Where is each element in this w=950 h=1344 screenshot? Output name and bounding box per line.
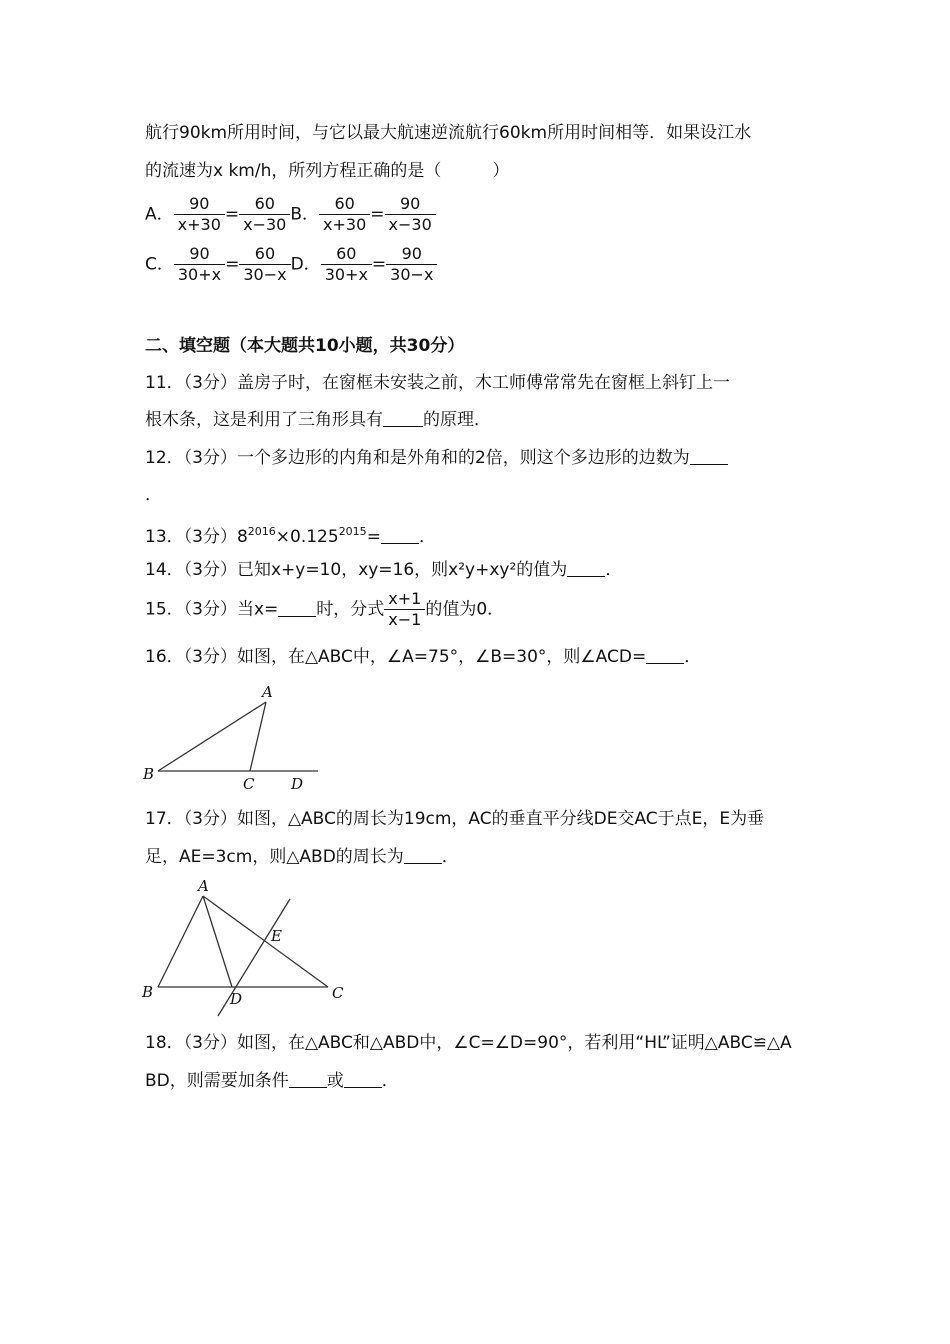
question-11-line2: 根木条，这是利用了三角形具有 的原理．	[145, 410, 491, 430]
option-b-fraction-1: $\frac{60}{x+30}$	[319, 194, 370, 235]
option-d-fraction-2: $\frac{90}{30-x}$	[386, 244, 437, 285]
answer-blank	[646, 647, 684, 664]
answer-blank	[381, 527, 419, 544]
label-C: C	[243, 775, 255, 793]
question-11-line1: 11．（3分）盖房子时，在窗框未安装之前，木工师傅常常先在窗框上斜钉上一	[145, 373, 730, 393]
question-17-line1: 17．（3分）如图，△ABC的周长为19cm，AC的垂直平分线DE交AC于点E，E为垂	[145, 809, 765, 829]
answer-blank	[278, 600, 316, 617]
question-18-line2: BD，则需要加条件 或 ．	[145, 1071, 399, 1091]
question-15-fraction: $\frac{x+1}{x-1}$	[384, 589, 425, 630]
question-10-text-line1: 航行90km所用时间，与它以最大航速逆流航行60km所用时间相等．如果设江水	[145, 123, 752, 143]
answer-blank	[567, 560, 605, 577]
label-B: B	[142, 983, 154, 1001]
answer-blank	[289, 1071, 327, 1088]
option-d-fraction-1: $\frac{60}{30+x}$	[321, 244, 372, 285]
option-b-label: B．	[290, 204, 320, 225]
label-C: C	[332, 984, 344, 1002]
option-a-fraction-1: $\frac{90}{x+30}$	[174, 194, 225, 235]
option-b-fraction-2: $\frac{90}{x-30}$	[385, 194, 436, 235]
question-18-line1: 18．（3分）如图，在△ABC和△ABD中，∠C=∠D=90°，若利用“HL”证明△ABC≌△A	[145, 1033, 792, 1053]
question-17-line2: 足，AE=3cm，则△ABD的周长为 ．	[145, 847, 459, 867]
equals-sign: =	[224, 204, 240, 225]
option-d-label: D．	[290, 254, 321, 275]
option-c-label: C．	[145, 254, 174, 275]
label-D: D	[291, 775, 304, 793]
question-16: 16．（3分）如图，在△ABC中，∠A=75°，∠B=30°，则∠ACD= ．	[145, 647, 702, 667]
equals-sign: =	[371, 254, 387, 275]
question-12-line2: ．	[145, 485, 162, 505]
answer-blank	[344, 1071, 382, 1088]
option-c-fraction-1: $\frac{90}{30+x}$	[174, 244, 225, 285]
question-15: 15．（3分）当x= 时，分式 $\frac{x+1}{x-1}$ 的值为0．	[145, 589, 505, 629]
label-A: A	[262, 683, 273, 701]
label-B: B	[143, 765, 155, 783]
option-a-fraction-2: $\frac{60}{x-30}$	[239, 194, 290, 235]
option-a-label: A．	[145, 204, 174, 225]
figure-16-triangle	[138, 680, 338, 795]
question-12-line1: 12．（3分）一个多边形的内角和是外角和的2倍，则这个多边形的边数为	[145, 448, 728, 468]
option-row-cd	[145, 244, 437, 285]
figure-17-triangle	[138, 874, 358, 1024]
option-row-ab	[145, 194, 436, 235]
equals-sign: =	[225, 254, 240, 275]
option-c-fraction-2: $\frac{60}{30-x}$	[239, 244, 290, 285]
question-14: 14．（3分）已知x+y=10，xy=16，则x²y+xy²的值为 ．	[145, 560, 623, 580]
label-D: D	[230, 990, 243, 1008]
question-10-text-line2: 的流速为x km/h，所列方程正确的是（ ）	[145, 161, 510, 181]
answer-blank	[383, 410, 423, 427]
answer-blank	[404, 847, 442, 864]
section-2-title: 二、填空题（本大题共10小题，共30分）	[145, 336, 465, 356]
question-13: 13．（3分）$8^{2016}\times 0.125^{2015}=$ ．	[145, 525, 436, 547]
label-E: E	[271, 927, 282, 945]
label-A: A	[198, 877, 209, 895]
equals-sign: =	[370, 204, 385, 225]
answer-blank	[690, 448, 728, 465]
